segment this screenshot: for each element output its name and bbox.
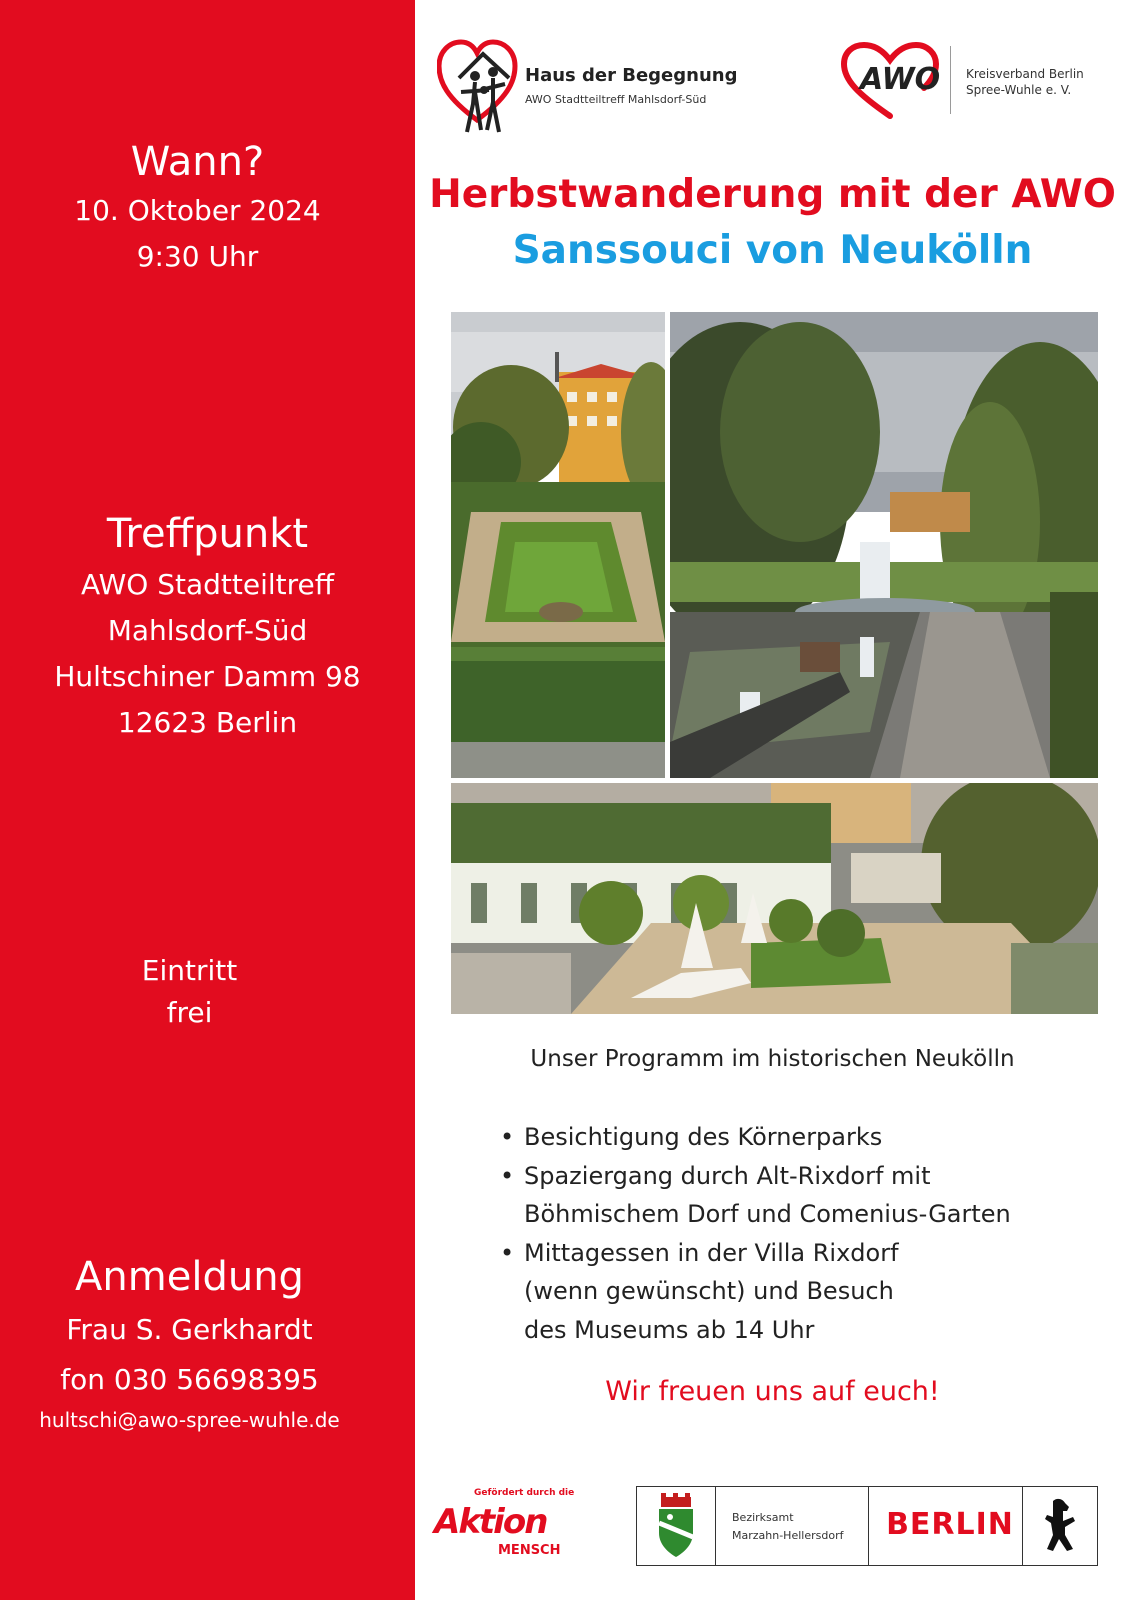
- program-item: [498, 1234, 1118, 1350]
- program-item-line: des Museums ab 14 Uhr: [524, 1315, 815, 1344]
- page-title: Herbstwanderung mit der AWO: [429, 172, 1116, 217]
- house-heart-family-icon: [437, 38, 521, 138]
- awo-org-line2: Spree-Wuhle e. V.: [966, 83, 1072, 97]
- photo-formal-garden: [451, 312, 665, 778]
- berlin-bear-icon: [1023, 1487, 1097, 1565]
- program-item: [498, 1118, 1118, 1157]
- sidebar: [0, 0, 415, 1600]
- when-heading: Wann?: [130, 139, 265, 185]
- bezirk-divider: [715, 1487, 716, 1565]
- meeting-point-section: [0, 510, 415, 746]
- registration-section: [0, 1253, 397, 1435]
- bezirk-line1: Bezirksamt: [732, 1511, 794, 1524]
- program-intro: Unser Programm im historischen Neukölln: [530, 1046, 1015, 1072]
- aktion-kicker: Gefördert durch die: [474, 1488, 575, 1498]
- page-subtitle: Sanssouci von Neukölln: [512, 228, 1033, 273]
- meeting-heading: Treffpunkt: [106, 511, 309, 557]
- program-item-line: (wenn gewünscht) und Besuch: [524, 1277, 894, 1305]
- awo-divider: [950, 46, 951, 114]
- berlin-bear-cell: [1023, 1487, 1097, 1565]
- program-list: [498, 1118, 1118, 1349]
- district-crest-cell: [637, 1487, 715, 1565]
- awo-logo: [840, 42, 1110, 122]
- marzahn-hellersdorf-crest-icon: [637, 1487, 715, 1565]
- registration-heading: Anmeldung: [75, 1254, 304, 1300]
- contact-email[interactable]: hultschi@awo-spree-wuhle.de: [39, 1408, 340, 1432]
- berlin-wordmark: BERLIN: [886, 1507, 1014, 1542]
- fee-section: [0, 950, 397, 1034]
- address-line: AWO Stadtteiltreff: [80, 568, 335, 601]
- aktion-mensch-logo: [434, 1488, 584, 1568]
- bezirk-line2: Marzahn-Hellersdorf: [732, 1529, 844, 1542]
- photo-terrace-garden: [451, 783, 1098, 1014]
- bezirk-divider: [868, 1487, 869, 1565]
- awo-wordmark: AWO: [860, 62, 941, 97]
- event-time: 9:30 Uhr: [136, 240, 259, 273]
- photo-fountain-park: [670, 312, 1098, 778]
- hdb-subtitle: AWO Stadtteiltreff Mahlsdorf-Süd: [525, 93, 707, 106]
- greeting: Wir freuen uns auf euch!: [605, 1376, 940, 1407]
- program-item-line: Böhmischem Dorf und Comenius-Garten: [524, 1200, 1011, 1228]
- program-item-line: • Besichtigung des Körnerparks: [524, 1123, 883, 1151]
- address-line: Mahlsdorf-Süd: [107, 614, 308, 647]
- contact-phone: fon 030 56698395: [60, 1363, 319, 1396]
- program-item: [498, 1157, 1118, 1234]
- bezirksamt-berlin-logo: [636, 1486, 1098, 1566]
- fee-line: frei: [166, 996, 213, 1029]
- program-item-line: • Mittagessen in der Villa Rixdorf: [524, 1238, 899, 1267]
- program-item-line: • Spaziergang durch Alt-Rixdorf mit: [524, 1161, 931, 1190]
- address-line: 12623 Berlin: [117, 706, 298, 739]
- address-line: Hultschiner Damm 98: [54, 660, 361, 693]
- aktion-wordmark: Aktion: [434, 1502, 547, 1542]
- fee-line: Eintritt: [141, 954, 238, 987]
- awo-org-line1: Kreisverband Berlin: [966, 67, 1084, 81]
- hdb-name: Haus der Begegnung: [525, 65, 738, 86]
- when-section: [0, 138, 405, 280]
- contact-name: Frau S. Gerkhardt: [66, 1313, 313, 1346]
- aktion-sub: MENSCH: [498, 1543, 561, 1558]
- haus-der-begegnung-logo: [437, 38, 737, 138]
- event-date: 10. Oktober 2024: [74, 194, 321, 227]
